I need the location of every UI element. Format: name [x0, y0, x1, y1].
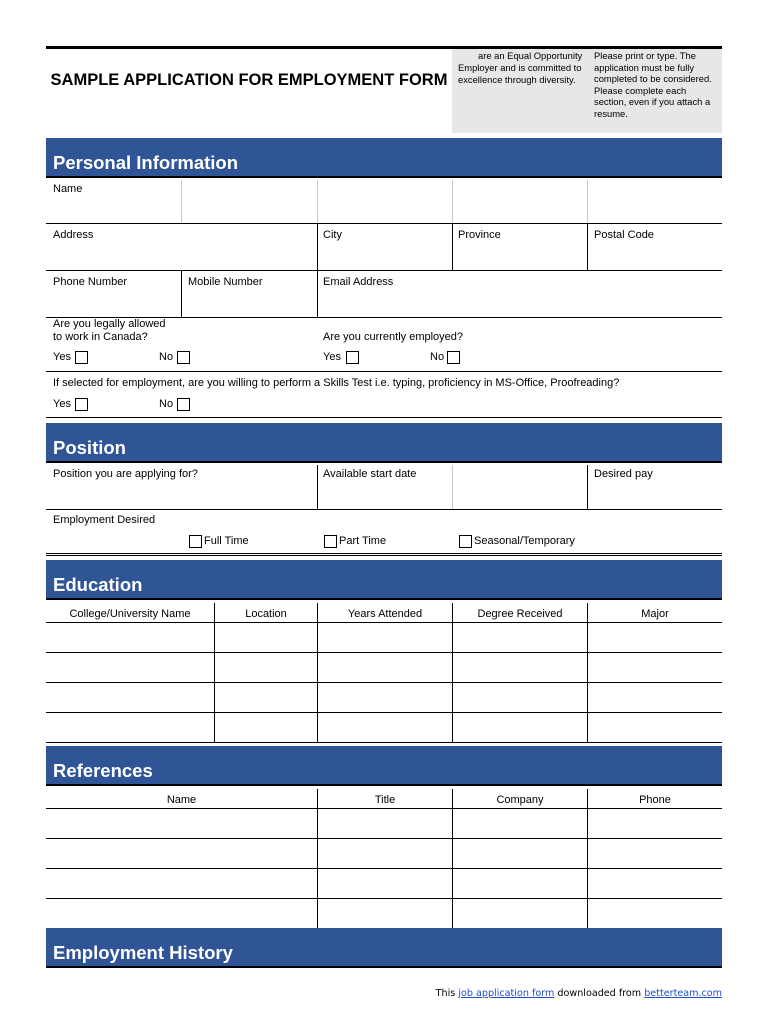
email-field[interactable] [318, 271, 722, 317]
grid-line [452, 465, 453, 509]
employment-desired-label: Employment Desired [53, 514, 156, 526]
grid-line [587, 465, 588, 509]
section-banner-references [46, 746, 722, 786]
province-field[interactable] [453, 224, 587, 270]
reference-row[interactable] [46, 839, 722, 868]
section-heading-personal: Personal Information [53, 152, 239, 173]
employed-question: Are you currently employed? [323, 331, 464, 343]
legal-question [53, 318, 166, 343]
row-divider [46, 509, 722, 510]
references-col-header: Title [374, 794, 396, 806]
name-label: Name [53, 183, 83, 195]
references-col-header: Company [496, 794, 544, 806]
reference-row[interactable] [46, 869, 722, 898]
section-heading-employment-history: Employment History [53, 942, 233, 963]
education-row[interactable] [46, 683, 722, 712]
row-divider [46, 417, 722, 418]
address-field[interactable] [46, 224, 317, 270]
grid-line [452, 180, 453, 223]
section-banner-education [46, 560, 722, 600]
desired-pay-field[interactable] [588, 465, 722, 509]
position-field[interactable] [46, 465, 317, 509]
footer-prefix: This [435, 988, 459, 999]
instructions-text: Please print or type. The application must be fully completed to be considered. Please complete each section, even if you attach a resume. [594, 50, 712, 119]
grid-line [317, 270, 318, 317]
footer-middle: downloaded from [554, 988, 645, 999]
grid-line [317, 223, 318, 270]
skills-test-question: If selected for employment, are you willing to perform a Skills Test i.e. typing, proficiency in MS-Office, Proofreading? [53, 377, 620, 389]
mobile-label: Mobile Number [188, 276, 263, 288]
start-date-label: Available start date [323, 468, 417, 480]
row-divider [46, 371, 722, 372]
education-col-header: Location [245, 608, 287, 620]
employed-no-checkbox[interactable] [447, 351, 460, 364]
section-heading-references: References [53, 760, 153, 781]
part-time-checkbox[interactable] [324, 535, 337, 548]
references-col-header: Phone [639, 794, 671, 806]
job-application-form-link[interactable]: job application form [458, 988, 555, 999]
grid-line [317, 465, 318, 509]
full-time-label: Full Time [204, 535, 249, 547]
seasonal-temporary-label: Seasonal/Temporary [474, 535, 575, 547]
address-label: Address [53, 229, 94, 241]
skills-yes-checkbox[interactable] [75, 398, 88, 411]
skills-yes-label: Yes [53, 398, 71, 410]
employed-yes-label: Yes [323, 351, 341, 363]
phone-label: Phone Number [53, 276, 127, 288]
full-time-checkbox[interactable] [189, 535, 202, 548]
postal-code-label: Postal Code [594, 229, 654, 241]
skills-no-checkbox[interactable] [177, 398, 190, 411]
education-row[interactable] [46, 653, 722, 682]
section-banner-position [46, 423, 722, 463]
skills-no-label: No [159, 398, 174, 410]
education-row[interactable] [46, 713, 722, 742]
form-title: SAMPLE APPLICATION FOR EMPLOYMENT FORM [50, 71, 448, 89]
grid-line [587, 223, 588, 270]
references-col-header: Name [166, 794, 197, 806]
legal-yes-label: Yes [53, 351, 71, 363]
grid-line [452, 223, 453, 270]
seasonal-temporary-checkbox[interactable] [459, 535, 472, 548]
grid-line [181, 270, 182, 317]
education-col-header: Major [641, 608, 669, 620]
legal-no-checkbox[interactable] [177, 351, 190, 364]
legal-question-line2: to work in Canada? [53, 330, 148, 343]
education-row[interactable] [46, 623, 722, 652]
section-banner-employment-history [46, 928, 722, 968]
row-divider [46, 553, 722, 554]
city-field[interactable] [318, 224, 452, 270]
education-col-header: Years Attended [347, 608, 423, 620]
eeo-notice: are an Equal Opportunity Employer and is committed to excellence through diversity. [458, 50, 583, 85]
email-label: Email Address [323, 276, 394, 288]
betterteam-link[interactable]: betterteam.com [644, 988, 722, 999]
legal-yes-checkbox[interactable] [75, 351, 88, 364]
footer-note [300, 988, 722, 999]
mobile-field[interactable] [182, 271, 317, 317]
postal-code-field[interactable] [588, 224, 722, 270]
name-field[interactable] [46, 180, 722, 223]
education-col-header: College/University Name [69, 608, 191, 620]
grid-line [181, 180, 182, 223]
grid-line [587, 180, 588, 223]
row-divider [46, 555, 722, 556]
section-heading-position: Position [53, 437, 126, 458]
phone-field[interactable] [46, 271, 181, 317]
part-time-label: Part Time [339, 535, 387, 547]
employed-no-label: No [430, 351, 445, 363]
section-heading-education: Education [53, 574, 143, 595]
employed-yes-checkbox[interactable] [346, 351, 359, 364]
grid-line [317, 180, 318, 223]
city-label: City [323, 229, 342, 241]
reference-row[interactable] [46, 809, 722, 838]
section-banner-personal [46, 138, 722, 178]
desired-pay-label: Desired pay [594, 468, 653, 480]
province-label: Province [458, 229, 501, 241]
legal-no-label: No [159, 351, 174, 363]
position-label: Position you are applying for? [53, 468, 198, 480]
reference-row[interactable] [46, 899, 722, 928]
row-divider [46, 742, 722, 743]
legal-question-line1: Are you legally allowed [53, 318, 166, 330]
education-col-header: Degree Received [477, 608, 563, 620]
